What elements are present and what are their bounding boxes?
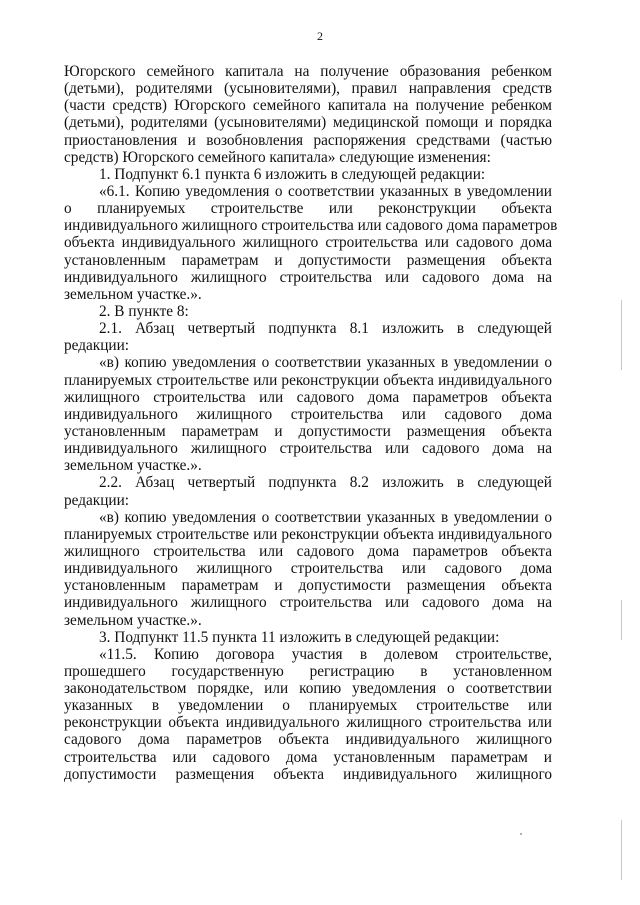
text-line: 2.2. Абзац четвертый подпункта 8.2 изложить в следующей	[99, 474, 552, 492]
text-line: индивидуального жилищного строительства или садового дома	[64, 560, 552, 578]
page-number: 2	[317, 29, 323, 43]
text-line: о планируемых строительстве или реконструкции объекта	[64, 200, 552, 218]
text-line: редакции:	[64, 491, 130, 509]
text-line: жилищного строительства или садового дома параметров объекта	[64, 542, 552, 560]
text-line: указанных в уведомлении о планируемых строительстве или	[64, 697, 552, 715]
text-line: земельном участке.».	[64, 285, 202, 303]
text-line: индивидуального жилищного строительства или садового дома параметров	[64, 217, 558, 235]
text-line: приостановления и возобновления распоряжения средствами (частью	[64, 131, 552, 149]
document-body	[64, 63, 558, 783]
text-line: средств) Югорского семейного капитала» следующие изменения:	[64, 148, 491, 166]
text-line: строительства или садового дома установленным параметрам и	[64, 748, 552, 766]
scan-edge-mark	[621, 600, 622, 640]
text-line: (детьми), родителями (усыновителями), правил направления средств	[64, 80, 552, 98]
text-line: 1. Подпункт 6.1 пункта 6 изложить в следующей редакции:	[99, 165, 486, 183]
text-line: земельном участке.».	[64, 457, 202, 475]
text-line: индивидуального жилищного строительства или садового дома на	[64, 440, 552, 458]
text-line: индивидуального жилищного строительства или садового дома на	[64, 594, 552, 612]
text-line: Югорского семейного капитала на получение образования ребенком	[64, 63, 552, 80]
text-line: «в) копию уведомления о соответствии указанных в уведомлении о	[99, 354, 552, 372]
scan-speck	[520, 833, 522, 835]
text-line: «в) копию уведомления о соответствии указанных в уведомлении о	[99, 508, 552, 526]
text-line: земельном участке.».	[64, 611, 202, 629]
text-line: садового дома параметров объекта индивидуального жилищного	[64, 731, 552, 749]
text-line: 2. В пункте 8:	[99, 302, 189, 320]
text-line: установленным параметрам и допустимости размещения объекта	[64, 251, 552, 269]
text-line: индивидуального жилищного строительства или садового дома	[64, 405, 552, 423]
text-line: редакции:	[64, 337, 130, 355]
text-line: (детьми), родителями (усыновителями) медицинской помощи и порядка	[64, 114, 552, 132]
text-line: «11.5. Копию договора участия в долевом строительстве,	[99, 645, 552, 663]
text-line: 2.1. Абзац четвертый подпункта 8.1 изложить в следующей	[99, 320, 552, 338]
text-line: индивидуального жилищного строительства или садового дома на	[64, 268, 552, 286]
text-line: объекта индивидуального жилищного строительства или садового дома	[64, 234, 552, 252]
text-line: прошедшего государственную регистрацию в установленном	[64, 662, 552, 680]
text-line: «6.1. Копию уведомления о соответствии указанных в уведомлении	[99, 182, 552, 200]
text-line: реконструкции объекта индивидуального жилищного строительства или	[64, 714, 552, 732]
text-line: планируемых строительстве или реконструкции объекта индивидуального	[64, 371, 552, 389]
text-line: установленным параметрам и допустимости размещения объекта	[64, 422, 552, 440]
text-line: жилищного строительства или садового дома параметров объекта	[64, 388, 552, 406]
text-line: законодательством порядке, или копию уведомления о соответствии	[64, 680, 552, 698]
text-line: (части средств) Югорского семейного капитала на получение ребенком	[64, 97, 552, 115]
text-line: установленным параметрам и допустимости размещения объекта	[64, 577, 552, 595]
text-line: 3. Подпункт 11.5 пункта 11 изложить в следующей редакции:	[99, 628, 500, 646]
scan-edge-mark	[621, 300, 622, 370]
scan-edge-mark	[621, 820, 622, 880]
text-line: допустимости размещения объекта индивидуального жилищного	[64, 765, 552, 783]
text-line: планируемых строительстве или реконструкции объекта индивидуального	[64, 525, 552, 543]
